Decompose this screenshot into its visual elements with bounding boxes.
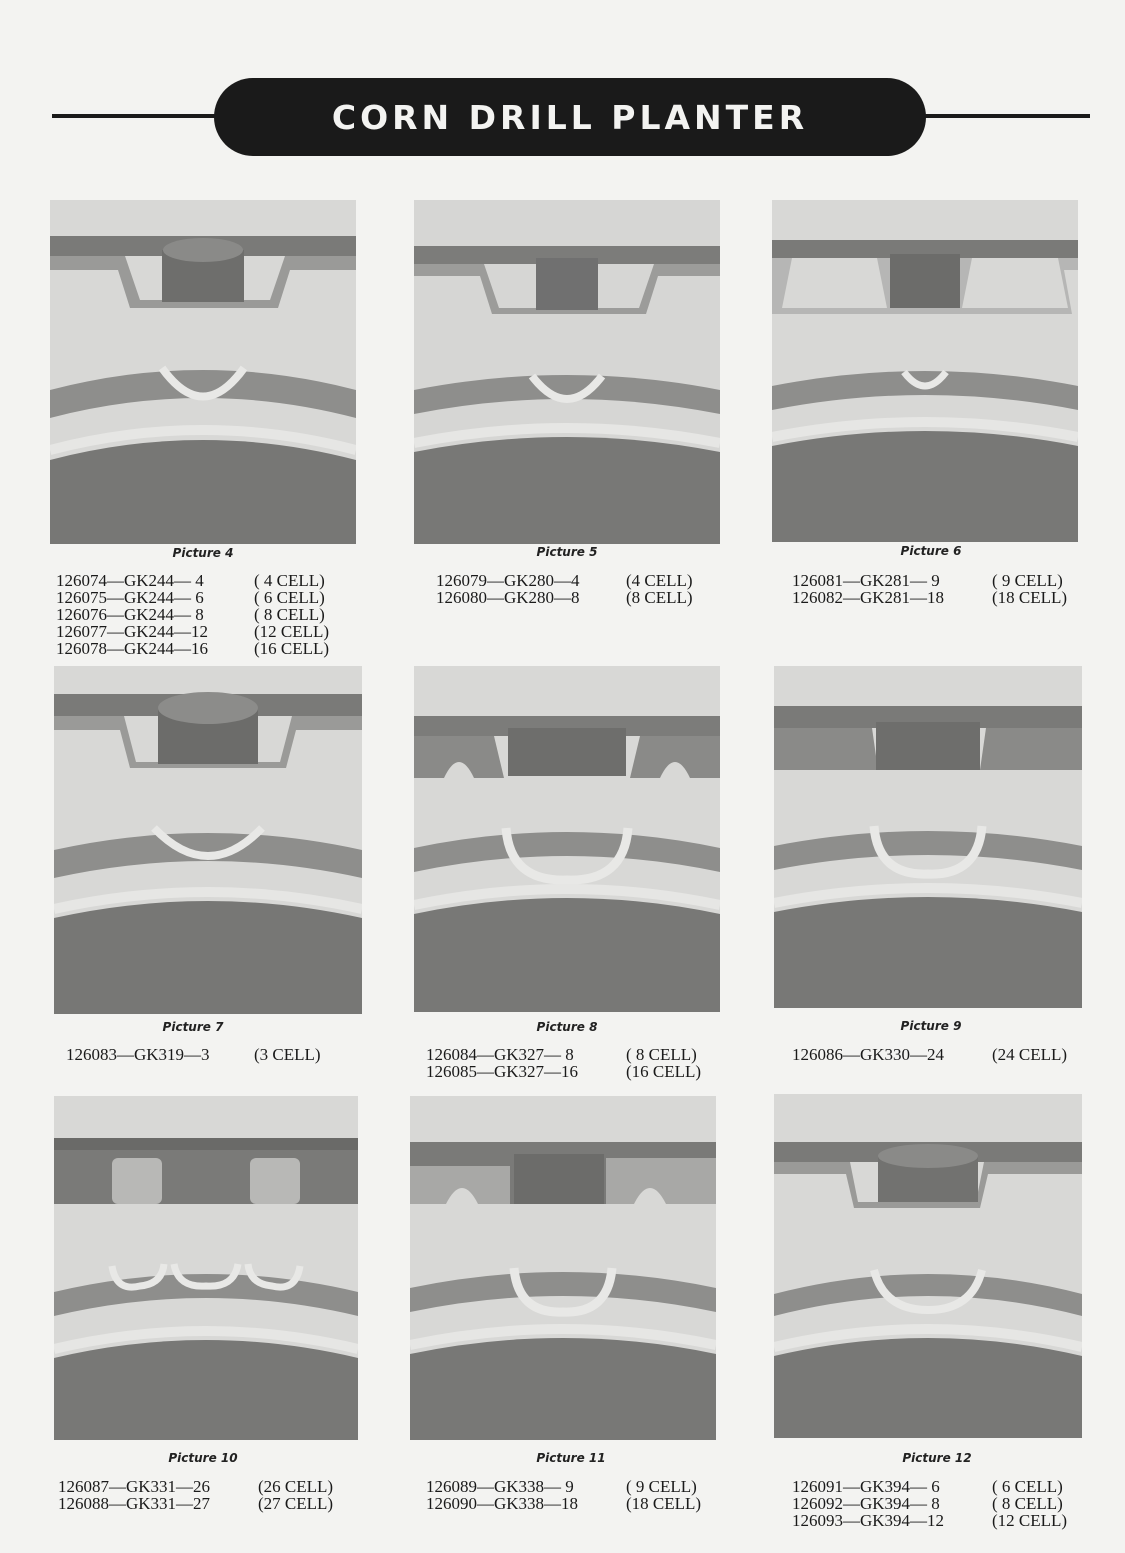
cell-count: (16 CELL) (254, 639, 330, 658)
picture-caption: Picture 11 (536, 1451, 606, 1465)
cell-count: (4 CELL) (626, 571, 693, 590)
part-row (58, 1478, 333, 1495)
part-row (56, 589, 329, 606)
plate-photo-picture-10 (54, 1096, 358, 1440)
cell-count: ( 8 CELL) (254, 605, 325, 624)
cell-count: (18 CELL) (626, 1494, 702, 1513)
part-number: 126078—GK244—16 (56, 639, 209, 658)
part-row (792, 1478, 1067, 1495)
part-list (792, 572, 1067, 606)
part-row (66, 1046, 321, 1063)
header-rule-right (918, 114, 1090, 118)
cell-count: (26 CELL) (258, 1477, 334, 1496)
part-list (58, 1478, 333, 1512)
plate-photo-picture-8 (414, 666, 720, 1012)
picture-caption: Picture 7 (162, 1020, 224, 1034)
part-list (436, 572, 693, 606)
part-row (56, 640, 329, 657)
part-row (436, 572, 693, 589)
part-row (58, 1495, 333, 1512)
plate-photo-picture-11 (410, 1096, 716, 1440)
cell-count: ( 4 CELL) (254, 571, 325, 590)
part-list (56, 572, 329, 657)
cell-count: (27 CELL) (258, 1494, 334, 1513)
part-number: 126089—GK338— 9 (426, 1477, 574, 1496)
header-banner (214, 78, 926, 156)
part-row (426, 1046, 701, 1063)
part-row (56, 623, 329, 640)
cell-count: (12 CELL) (992, 1511, 1068, 1530)
cell-count: (24 CELL) (992, 1045, 1068, 1064)
picture-caption: Picture 12 (902, 1451, 972, 1465)
part-row (56, 606, 329, 623)
cell-count: ( 9 CELL) (626, 1477, 697, 1496)
part-list (426, 1046, 701, 1080)
part-list (66, 1046, 321, 1063)
part-row (792, 589, 1067, 606)
part-number: 126080—GK280—8 (436, 588, 580, 607)
part-number: 126083—GK319—3 (66, 1045, 210, 1064)
plate-photo-picture-5 (414, 200, 720, 544)
picture-caption: Picture 8 (536, 1020, 598, 1034)
part-number: 126077—GK244—12 (56, 622, 209, 641)
part-number: 126081—GK281— 9 (792, 571, 940, 590)
part-row (426, 1495, 701, 1512)
part-number: 126087—GK331—26 (58, 1477, 211, 1496)
part-list (426, 1478, 701, 1512)
part-number: 126090—GK338—18 (426, 1494, 579, 1513)
plate-photo-picture-7 (54, 666, 362, 1014)
picture-caption: Picture 9 (900, 1019, 962, 1033)
part-number: 126091—GK394— 6 (792, 1477, 940, 1496)
header-rule-left (52, 114, 222, 118)
cell-count: ( 9 CELL) (992, 571, 1063, 590)
plate-photo-picture-12 (774, 1094, 1082, 1438)
part-row (426, 1063, 701, 1080)
part-row (426, 1478, 701, 1495)
picture-caption: Picture 4 (172, 546, 234, 560)
part-row (792, 1495, 1067, 1512)
cell-count: (16 CELL) (626, 1062, 702, 1081)
part-number: 126076—GK244— 8 (56, 605, 204, 624)
part-row (56, 572, 329, 589)
part-number: 126079—GK280—4 (436, 571, 580, 590)
cell-count: (8 CELL) (626, 588, 693, 607)
plate-photo-picture-9 (774, 666, 1082, 1008)
cell-count: ( 8 CELL) (992, 1494, 1063, 1513)
part-number: 126082—GK281—18 (792, 588, 945, 607)
part-number: 126084—GK327— 8 (426, 1045, 574, 1064)
part-row (792, 1046, 1067, 1063)
plate-photo-picture-6 (772, 200, 1078, 542)
part-number: 126088—GK331—27 (58, 1494, 211, 1513)
picture-caption: Picture 5 (536, 545, 598, 559)
cell-count: ( 8 CELL) (626, 1045, 697, 1064)
cell-count: (3 CELL) (254, 1045, 321, 1064)
picture-caption: Picture 6 (900, 544, 962, 558)
page-title: CORN DRILL PLANTER (331, 97, 809, 137)
plate-photo-picture-4 (50, 200, 356, 544)
part-row (792, 1512, 1067, 1529)
part-number: 126074—GK244— 4 (56, 571, 204, 590)
cell-count: (12 CELL) (254, 622, 330, 641)
cell-count: ( 6 CELL) (254, 588, 325, 607)
cell-count: ( 6 CELL) (992, 1477, 1063, 1496)
part-row (436, 589, 693, 606)
part-list (792, 1046, 1067, 1063)
part-number: 126075—GK244— 6 (56, 588, 204, 607)
part-number: 126086—GK330—24 (792, 1045, 945, 1064)
part-number: 126085—GK327—16 (426, 1062, 579, 1081)
part-row (792, 572, 1067, 589)
part-number: 126092—GK394— 8 (792, 1494, 940, 1513)
part-list (792, 1478, 1067, 1529)
cell-count: (18 CELL) (992, 588, 1068, 607)
picture-caption: Picture 10 (168, 1451, 238, 1465)
part-number: 126093—GK394—12 (792, 1511, 945, 1530)
